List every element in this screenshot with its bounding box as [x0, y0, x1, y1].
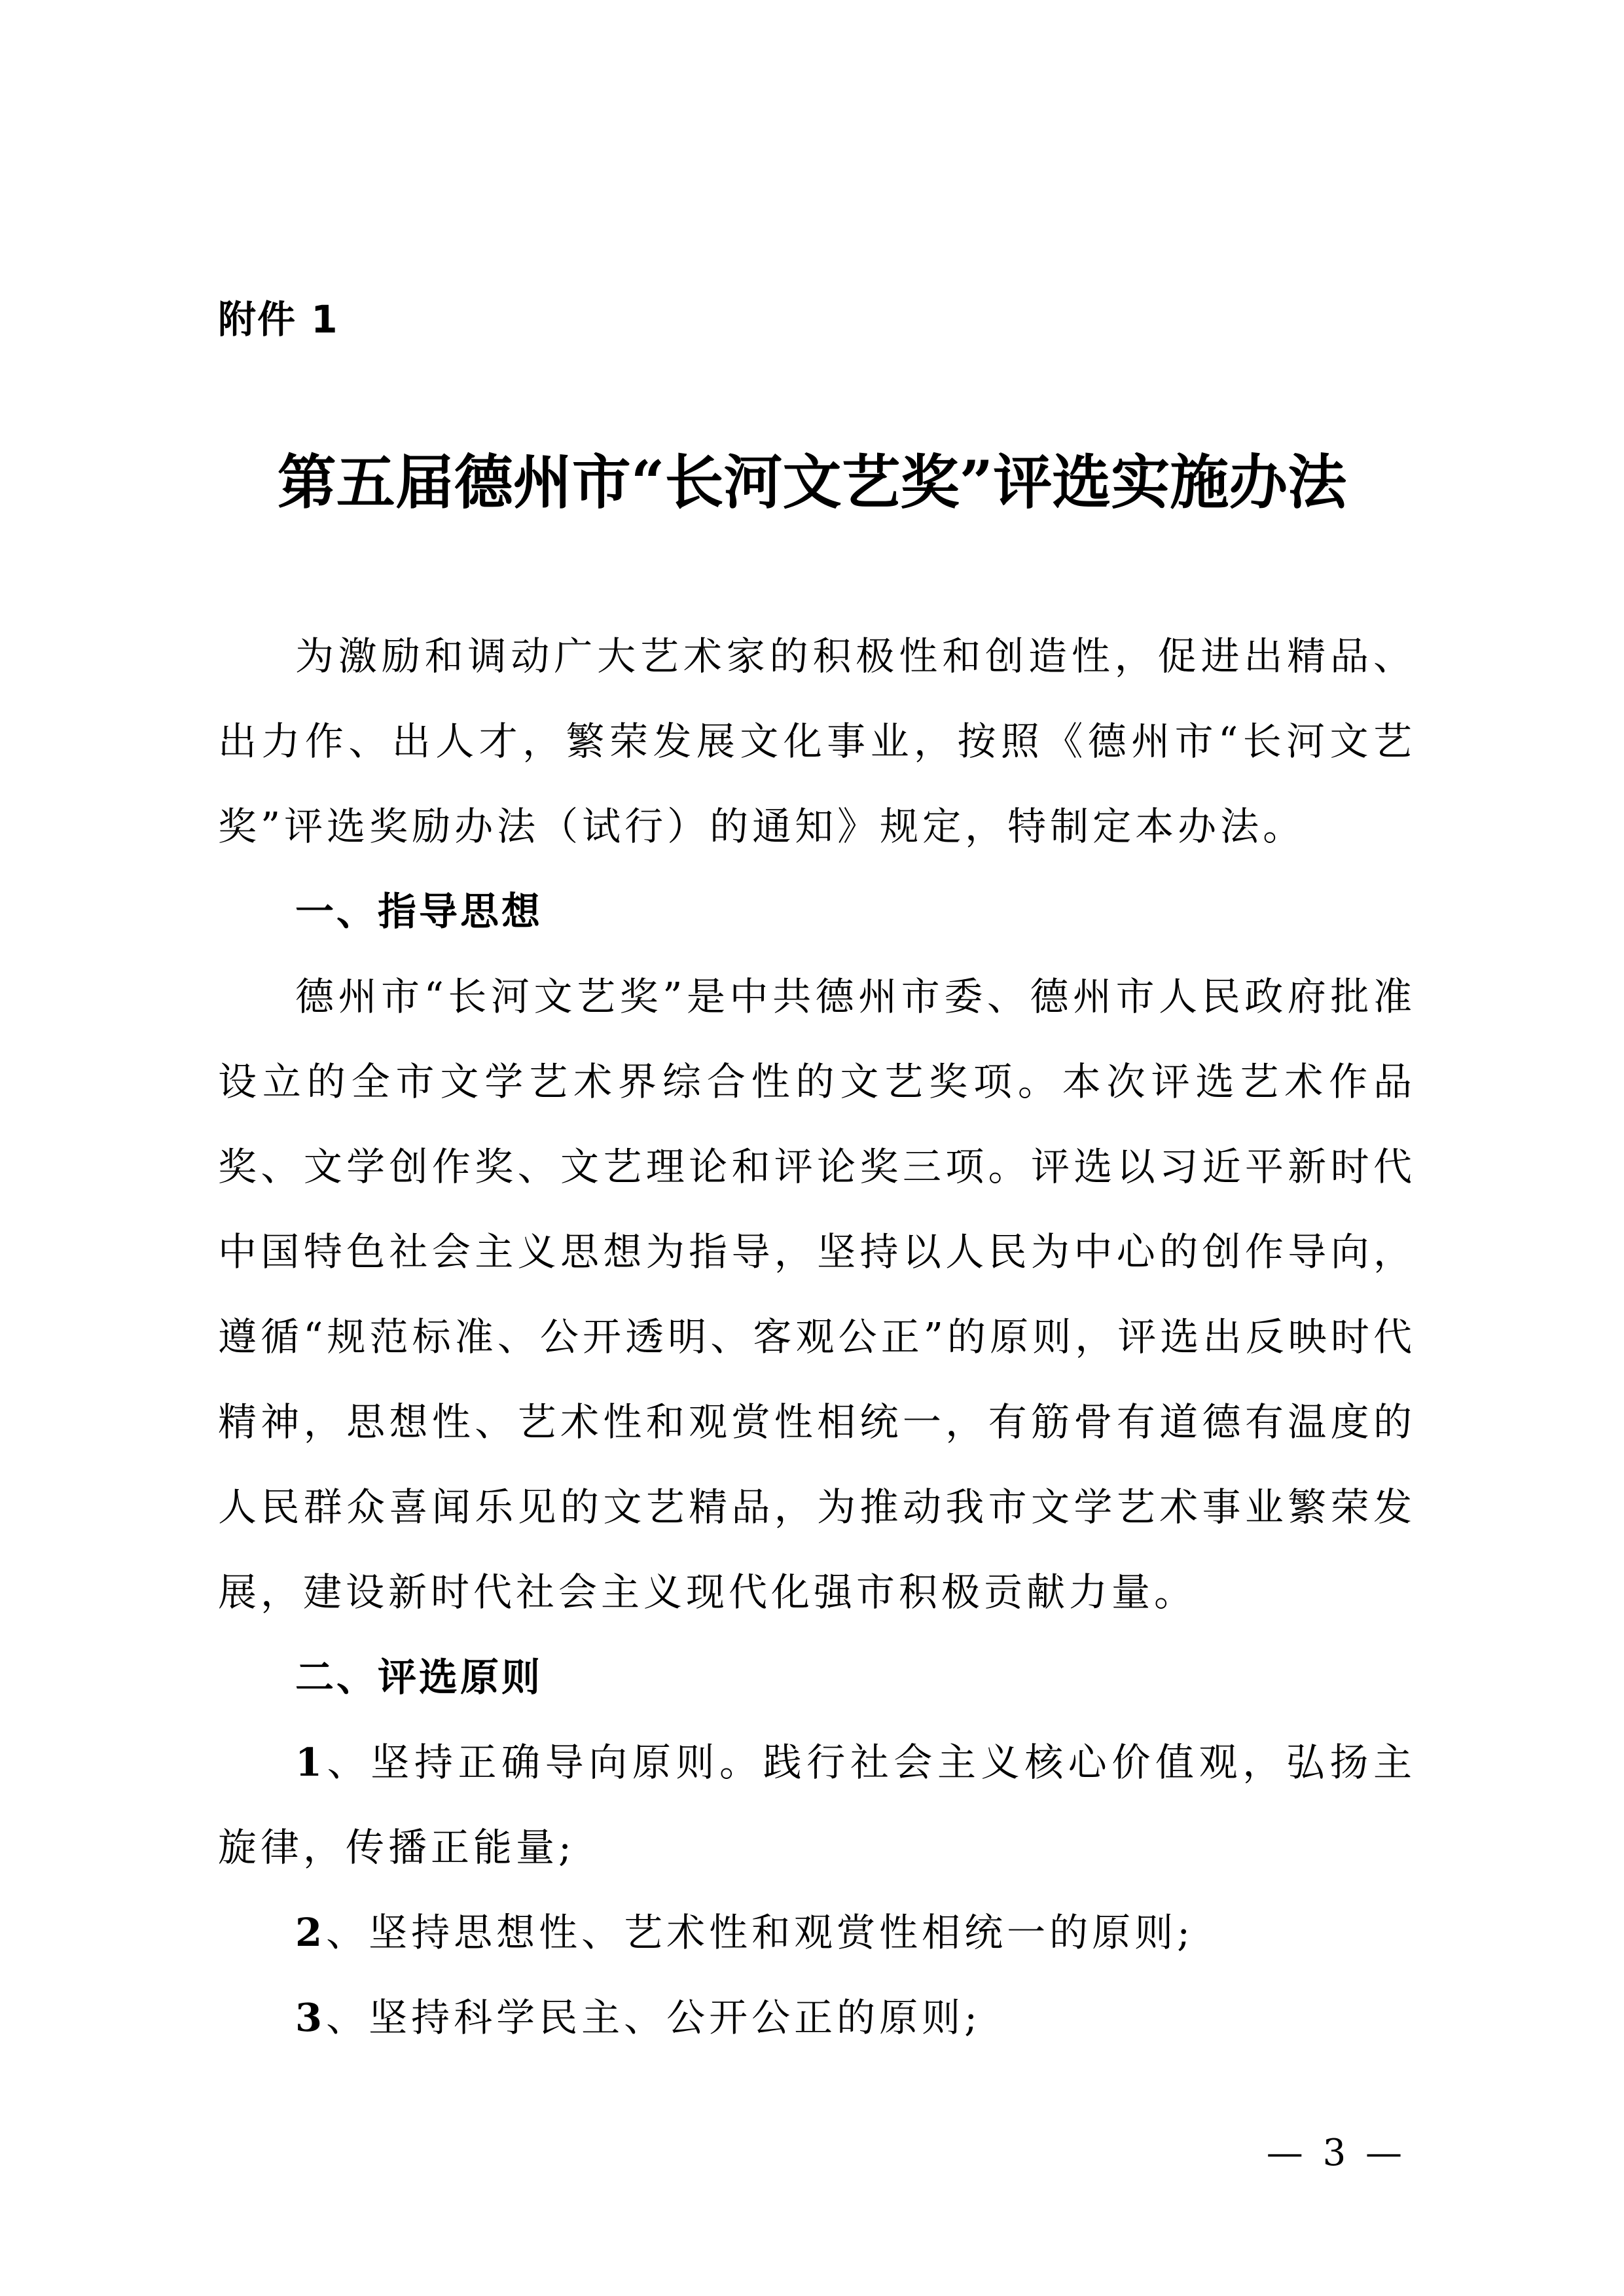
principle-text: 、坚持科学民主、公开公正的原则; — [326, 1995, 981, 2040]
principle-text: 、坚持正确导向原则。践行社会主义核心价值观，弘扬主旋律，传播正能量; — [218, 1740, 1416, 1870]
principle-item-1 — [218, 1720, 1416, 1890]
section-heading-guiding-ideology: 一、指导思想 — [295, 889, 543, 934]
guiding-ideology-paragraph: 德州市“长河文艺奖”是中共德州市委、德州市人民政府批准设立的全市文学艺术界综合性的文艺奖项。本次评选艺术作品奖、文学创作奖、文艺理论和评论奖三项。评选以习近平新时代中国特色社会主义思想为指导，坚持以人民为中心的创作导向，遵循“规范标准、公开透明、客观公正”的原则，评选出反映时代精神，思想性、艺术性和观赏性相统一，有筋骨有道德有温度的人民群众喜闻乐见的文艺精品，为推动我市文学艺术事业繁荣发展，建设新时代社会主义现代化强市积极贡献力量。 — [218, 974, 1416, 1615]
section-heading-selection-principles: 二、评选原则 — [295, 1655, 543, 1700]
principle-number: 2 — [295, 1910, 327, 1955]
principle-text: 、坚持思想性、艺术性和观赏性相统一的原则; — [326, 1910, 1194, 1955]
document-body — [218, 614, 1416, 2060]
principle-number: 1 — [295, 1740, 327, 1785]
principle-number: 3 — [295, 1995, 327, 2040]
page-number: — 3 — — [1266, 2132, 1406, 2174]
intro-paragraph: 为激励和调动广大艺术家的积极性和创造性，促进出精品、出力作、出人才，繁荣发展文化事业，按照《德州市“长河文艺奖”评选奖励办法（试行）的通知》规定，特制定本办法。 — [218, 634, 1416, 849]
principle-item-3 — [218, 1975, 1416, 2060]
attachment-label: 附件 1 — [218, 297, 339, 342]
document-title: 第五届德州市“长河文艺奖”评选实施办法 — [277, 448, 1347, 517]
principle-item-2 — [218, 1890, 1416, 1975]
